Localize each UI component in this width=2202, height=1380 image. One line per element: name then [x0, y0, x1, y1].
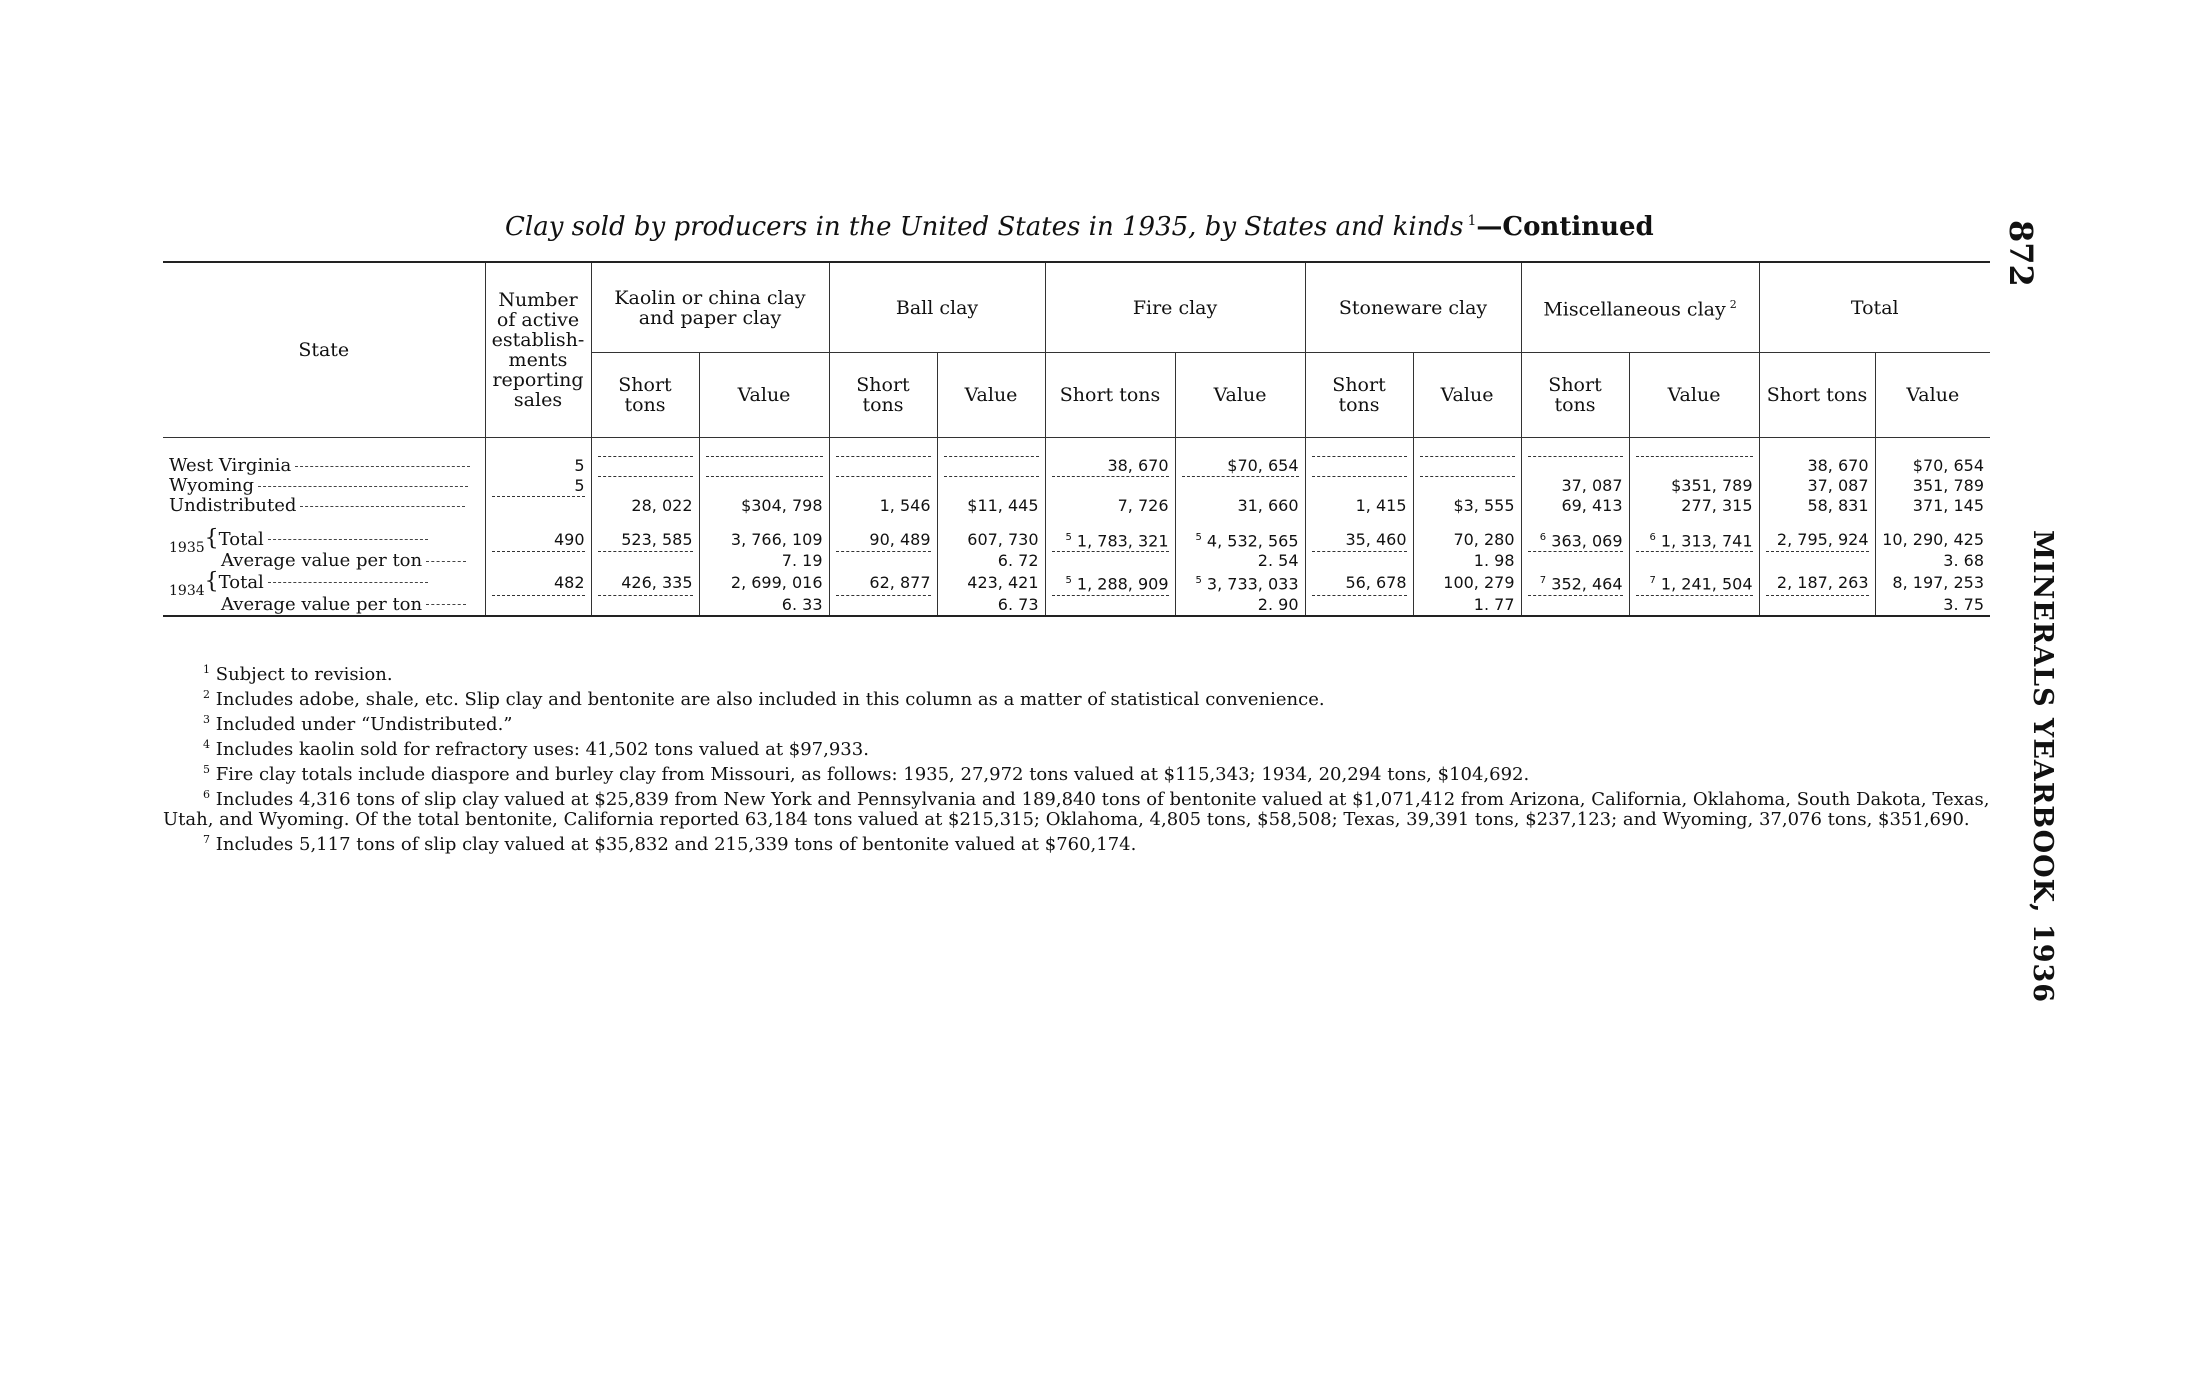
empty-cell	[829, 551, 937, 571]
state-cell	[163, 438, 485, 477]
kaolin-value-cell: $304, 798	[699, 496, 829, 516]
footnote-1	[163, 660, 1993, 685]
row-label: Total	[218, 571, 264, 593]
empty-cell	[591, 551, 699, 571]
footnote-ref: 6	[1539, 532, 1547, 543]
ball-value-cell: 423, 421	[937, 571, 1045, 594]
footnote-ref: 6	[1649, 532, 1656, 543]
ball-clay-header: Ball clay	[829, 262, 1045, 353]
misc-tons-cell	[1521, 528, 1629, 551]
stoneware-clay-header: Stoneware clay	[1305, 262, 1521, 353]
kaolin-value-cell: 3, 766, 109	[699, 528, 829, 551]
state-cell	[163, 568, 485, 599]
total-value-cell: 10, 290, 425	[1875, 528, 1990, 551]
spacer-cell	[1305, 516, 1413, 528]
value-header: Value	[699, 353, 829, 438]
empty-cell	[1521, 438, 1629, 477]
value-text: 352, 464	[1551, 574, 1623, 594]
fire-avg-cell: 2. 90	[1175, 595, 1305, 616]
spacer-cell	[485, 516, 591, 528]
table-row	[163, 571, 1990, 594]
empty-cell	[1629, 595, 1759, 616]
row-label: Average value per ton	[221, 593, 423, 615]
establishments-header: Number of active establish-ments reporting sales	[485, 262, 591, 438]
state-cell	[163, 476, 485, 496]
state-name: Undistributed	[169, 495, 297, 516]
empty-cell	[937, 476, 1045, 496]
empty-cell	[1305, 476, 1413, 496]
state-cell	[163, 595, 485, 616]
table-row	[163, 528, 1990, 551]
short-tons-header: Short tons	[829, 353, 937, 438]
footnote-ref: 7	[1649, 575, 1656, 587]
spacer-cell	[829, 516, 937, 528]
footnote-3	[163, 710, 1993, 735]
total-value-cell: 351, 789	[1875, 476, 1990, 496]
empty-cell	[485, 496, 591, 516]
total-tons-cell: 38, 670	[1759, 438, 1875, 477]
kaolin-header: Kaolin or china clay and paper clay	[591, 262, 829, 353]
row-label: Total	[218, 528, 264, 550]
spacer-cell	[937, 516, 1045, 528]
footnote-text: Included under “Undistributed.”	[215, 714, 513, 735]
establishments-cell: 490	[485, 528, 591, 551]
empty-cell	[485, 551, 591, 571]
fire-value-cell	[1175, 571, 1305, 594]
dot-leader	[258, 486, 468, 487]
empty-cell	[1629, 438, 1759, 477]
ball-value-cell: 607, 730	[937, 528, 1045, 551]
misc-value-cell	[1629, 528, 1759, 551]
stoneware-tons-cell: 1, 415	[1305, 496, 1413, 516]
clay-table	[163, 261, 1990, 646]
footnote-ref: 5	[1195, 575, 1202, 587]
table-title-text: Clay sold by producers in the United States in 1935, by States and kinds	[505, 212, 1464, 242]
footnote-text: Includes 5,117 tons of slip clay valued at $35,832 and 215,339 tons of bentonite valued at $760,174.	[215, 834, 1137, 855]
dot-leader	[295, 466, 470, 467]
fire-value-cell	[1175, 528, 1305, 551]
empty-cell	[1305, 595, 1413, 616]
footnote-number: 6	[203, 788, 210, 801]
empty-cell	[1045, 595, 1175, 616]
total-tons-cell: 2, 187, 263	[1759, 571, 1875, 594]
running-header: MINERALS YEARBOOK, 1936	[2027, 530, 2058, 1004]
misc-value-cell: 277, 315	[1629, 496, 1759, 516]
ball-avg-cell: 6. 72	[937, 551, 1045, 571]
state-name: Wyoming	[169, 475, 255, 496]
kaolin-tons-cell: 426, 335	[591, 571, 699, 594]
footnote-ref: 1	[1467, 213, 1477, 230]
footnote-4	[163, 735, 1993, 760]
footnote-text: Fire clay totals include diaspore and burley clay from Missouri, as follows: 1935, 27,972 tons valued at $115,343; 1934, 20,294 tons, $104,692.	[215, 764, 1530, 785]
page-number: 872	[2002, 220, 2040, 287]
short-tons-header: Short tons	[1759, 353, 1875, 438]
total-tons-cell: 2, 795, 924	[1759, 528, 1875, 551]
empty-cell	[1521, 551, 1629, 571]
ball-tons-cell: 1, 546	[829, 496, 937, 516]
stoneware-value-cell: 100, 279	[1413, 571, 1521, 594]
empty-cell	[1045, 476, 1175, 496]
footnote-ref: 5	[1195, 532, 1202, 543]
table-row	[163, 438, 1990, 477]
footnote-number: 3	[203, 713, 210, 726]
ball-avg-cell: 6. 73	[937, 595, 1045, 616]
total-value-cell: 371, 145	[1875, 496, 1990, 516]
value-text: 1, 783, 321	[1076, 531, 1169, 551]
footnote-text: Subject to revision.	[215, 664, 393, 685]
footnote-number: 7	[203, 833, 210, 846]
empty-cell	[1413, 438, 1521, 477]
value-text: 363, 069	[1551, 531, 1623, 551]
establishments-cell: 5	[485, 476, 591, 496]
establishments-cell: 482	[485, 571, 591, 594]
fire-tons-cell: 7, 726	[1045, 496, 1175, 516]
value-header: Value	[1413, 353, 1521, 438]
empty-cell	[1629, 551, 1759, 571]
stoneware-avg-cell: 1. 98	[1413, 551, 1521, 571]
dot-leader	[268, 582, 428, 583]
dot-leader	[268, 539, 428, 540]
empty-cell	[591, 438, 699, 477]
total-tons-cell: 37, 087	[1759, 476, 1875, 496]
short-tons-header: Short tons	[1045, 353, 1175, 438]
footnote-6	[163, 785, 1993, 830]
misc-tons-cell: 37, 087	[1521, 476, 1629, 496]
footnote-7	[163, 830, 1993, 855]
empty-cell	[1175, 476, 1305, 496]
misc-clay-header-text: Miscellaneous clay	[1543, 298, 1726, 321]
empty-cell	[485, 595, 591, 616]
spacer-cell	[1175, 516, 1305, 528]
total-avg-cell: 3. 68	[1875, 551, 1990, 571]
fire-tons-cell	[1045, 528, 1175, 551]
misc-value-cell	[1629, 571, 1759, 594]
footnote-ref: 7	[1539, 575, 1547, 587]
empty-cell	[1759, 595, 1875, 616]
total-value-cell: $70, 654	[1875, 438, 1990, 477]
footnote-ref: 5	[1065, 532, 1072, 543]
footnote-number: 4	[203, 738, 210, 751]
kaolin-value-cell: 2, 699, 016	[699, 571, 829, 594]
stoneware-avg-cell: 1. 77	[1413, 595, 1521, 616]
value-text: 3, 733, 033	[1206, 574, 1299, 594]
value-text: 4, 532, 565	[1206, 531, 1299, 551]
year-label: 1935	[169, 539, 205, 556]
empty-cell	[1305, 438, 1413, 477]
fire-clay-header: Fire clay	[1045, 262, 1305, 353]
value-text: 1, 313, 741	[1660, 531, 1753, 551]
short-tons-header: Short tons	[1305, 353, 1413, 438]
total-header: Total	[1759, 262, 1990, 353]
state-cell	[163, 525, 485, 556]
empty-cell	[829, 438, 937, 477]
short-tons-header: Short tons	[1521, 353, 1629, 438]
stoneware-value-cell: $3, 555	[1413, 496, 1521, 516]
table-row	[163, 476, 1990, 496]
empty-cell	[1045, 551, 1175, 571]
spacer-cell	[1875, 516, 1990, 528]
brace-glyph: {	[204, 568, 219, 594]
empty-cell	[829, 476, 937, 496]
misc-tons-cell: 69, 413	[1521, 496, 1629, 516]
footnote-ref: 2	[1729, 298, 1737, 312]
total-avg-cell: 3. 75	[1875, 595, 1990, 616]
year-label: 1934	[169, 582, 205, 599]
misc-tons-cell	[1521, 571, 1629, 594]
empty-cell	[829, 595, 937, 616]
total-value-cell: 8, 197, 253	[1875, 571, 1990, 594]
table-row	[163, 595, 1990, 616]
footnote-text: Includes kaolin sold for refractory uses: 41,502 tons valued at $97,933.	[215, 739, 869, 760]
ball-tons-cell: 90, 489	[829, 528, 937, 551]
footnote-text: Includes 4,316 tons of slip clay valued at $25,839 from New York and Pennsylvania and 189,840 tons of bentonite valued at $1,071,412 from Arizona, California, Oklahoma, South Dakota, Texas, Utah, and Wyoming. Of the total bentonite, California reported 63,184 tons valued at $215,315; Oklahoma, 4,805 tons, $58,508; Texas, 39,391 tons, $237,123; and Wyoming, 37,076 tons, $351,690.	[163, 789, 1990, 830]
empty-cell	[699, 438, 829, 477]
value-header: Value	[937, 353, 1045, 438]
spacer-cell	[1759, 516, 1875, 528]
empty-cell	[1521, 595, 1629, 616]
fire-tons-cell: 38, 670	[1045, 438, 1175, 477]
dot-leader	[426, 561, 466, 562]
short-tons-header: Short tons	[591, 353, 699, 438]
kaolin-tons-cell: 523, 585	[591, 528, 699, 551]
total-tons-cell: 58, 831	[1759, 496, 1875, 516]
state-header: State	[298, 339, 350, 361]
table-row	[163, 551, 1990, 571]
brace-glyph: {	[204, 525, 219, 551]
fire-value-cell: 31, 660	[1175, 496, 1305, 516]
empty-cell	[591, 595, 699, 616]
misc-clay-header	[1521, 262, 1759, 353]
footnotes	[163, 660, 1993, 855]
footnote-number: 1	[203, 663, 210, 676]
spacer-cell	[1629, 516, 1759, 528]
value-text: 1, 241, 504	[1660, 574, 1753, 594]
value-header: Value	[1175, 353, 1305, 438]
kaolin-avg-cell: 6. 33	[699, 595, 829, 616]
table-title	[505, 212, 1654, 242]
empty-cell	[591, 476, 699, 496]
dot-leader	[426, 604, 466, 605]
empty-cell	[1759, 551, 1875, 571]
footnote-text: Includes adobe, shale, etc. Slip clay and bentonite are also included in this column as a matter of statistical convenience.	[215, 689, 1325, 710]
empty-cell	[699, 476, 829, 496]
table-row	[163, 496, 1990, 516]
footnote-ref: 5	[1065, 575, 1072, 587]
ball-value-cell: $11, 445	[937, 496, 1045, 516]
empty-cell	[1305, 551, 1413, 571]
spacer-cell	[591, 516, 699, 528]
stoneware-tons-cell: 35, 460	[1305, 528, 1413, 551]
spacer-cell	[1521, 516, 1629, 528]
header-row-groups	[163, 262, 1990, 353]
footnote-2	[163, 685, 1993, 710]
kaolin-avg-cell: 7. 19	[699, 551, 829, 571]
table-title-suffix: —Continued	[1476, 212, 1654, 242]
establishments-cell: 5	[485, 438, 591, 477]
empty-cell	[1413, 476, 1521, 496]
fire-tons-cell	[1045, 571, 1175, 594]
footnote-number: 2	[203, 688, 210, 701]
dot-leader	[300, 506, 465, 507]
ball-tons-cell: 62, 877	[829, 571, 937, 594]
fire-avg-cell: 2. 54	[1175, 551, 1305, 571]
empty-cell	[937, 438, 1045, 477]
spacer-cell	[1045, 516, 1175, 528]
table-spacer	[163, 516, 1990, 528]
spacer-cell	[1413, 516, 1521, 528]
kaolin-tons-cell: 28, 022	[591, 496, 699, 516]
state-cell	[163, 496, 485, 516]
row-label: Average value per ton	[221, 550, 423, 572]
stoneware-tons-cell: 56, 678	[1305, 571, 1413, 594]
footnote-5	[163, 760, 1993, 785]
state-name: West Virginia	[169, 455, 292, 476]
value-text: 1, 288, 909	[1076, 574, 1169, 594]
misc-value-cell: $351, 789	[1629, 476, 1759, 496]
stoneware-value-cell: 70, 280	[1413, 528, 1521, 551]
value-header: Value	[1629, 353, 1759, 438]
fire-value-cell: $70, 654	[1175, 438, 1305, 477]
footnote-number: 5	[203, 763, 210, 776]
spacer-cell	[699, 516, 829, 528]
value-header: Value	[1875, 353, 1990, 438]
